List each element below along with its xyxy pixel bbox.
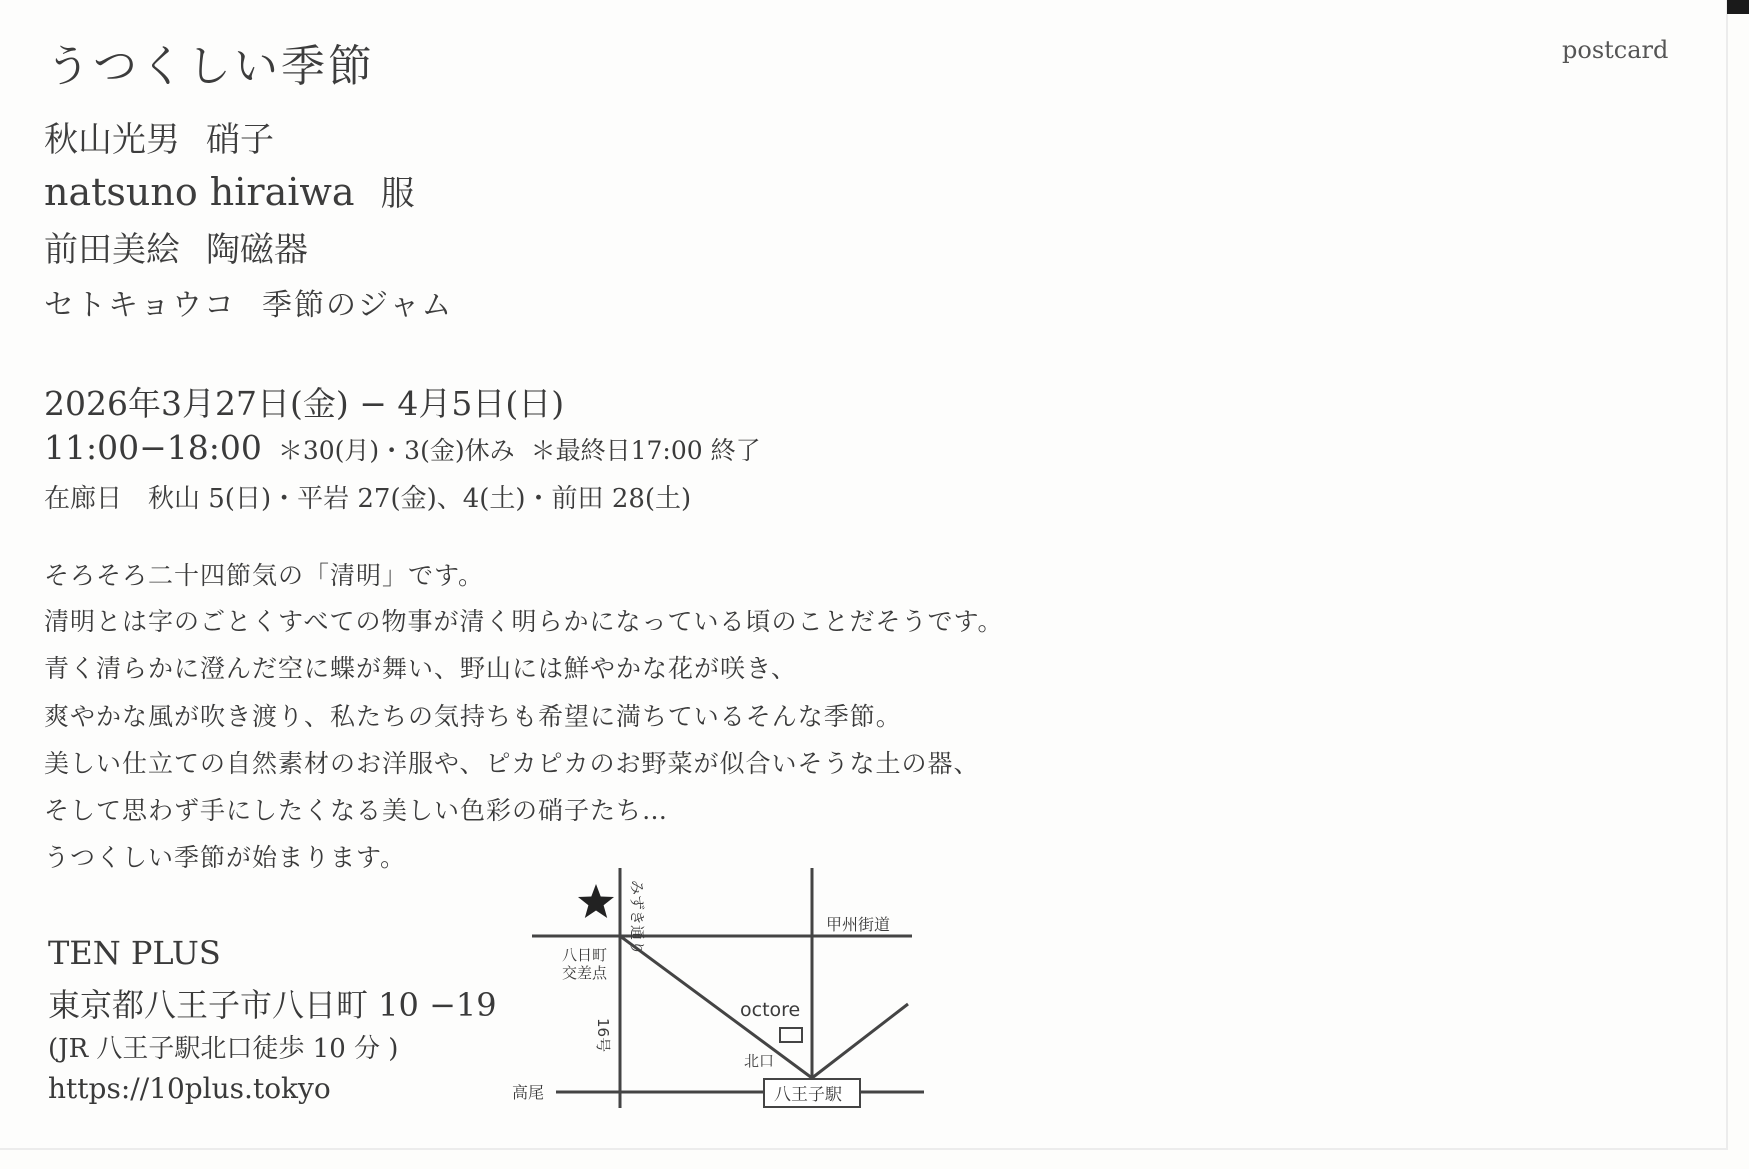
artist-name: 前田美絵: [44, 230, 180, 270]
artist-medium: 陶磁器: [206, 230, 308, 270]
artist-medium: 季節のジャム: [262, 288, 454, 323]
artist-name: セトキョウコ: [44, 288, 236, 323]
venue-access: (JR 八王子駅北口徒歩 10 分 ): [48, 1034, 399, 1064]
message-line: 爽やかな風が吹き渡り、私たちの気持ちも希望に満ちているそんな季節。: [44, 702, 902, 731]
scan-edge: [1727, 0, 1749, 14]
artist-name: 秋山光男: [44, 120, 180, 160]
map-label-intersection-2: 交差点: [562, 964, 608, 982]
message-line: 青く清らかに澄んだ空に蝶が舞い、野山には鮮やかな花が咲き、: [44, 654, 798, 683]
venue-name: TEN PLUS: [48, 934, 221, 972]
map-label-takao: 高尾: [512, 1083, 545, 1102]
artist-medium: 硝子: [206, 120, 274, 160]
message-line: 清明とは字のごとくすべての物事が清く明らかになっている頃のことだそうです。: [44, 607, 1004, 636]
artist-line-4: [44, 280, 453, 324]
map-label-route16: 16号: [594, 1018, 612, 1053]
venue-address: 東京都八王子市八日町 10 −19: [48, 986, 497, 1024]
map-label-mizuki: みずき通り: [628, 880, 646, 956]
map-label-octore: octore: [740, 999, 801, 1021]
exhibition-dates: 2026年3月27日(金) − 4月5日(日): [44, 384, 565, 423]
message-line: そろそろ二十四節気の「清明」です。: [44, 561, 485, 590]
artist-presence-days: 在廊日 秋山 5(日)・平岩 27(金)、4(土)・前田 28(土): [44, 484, 692, 514]
map-label-intersection-1: 八日町: [562, 946, 608, 964]
map-label-north-exit: 北口: [744, 1052, 775, 1070]
artist-line-3: [44, 222, 308, 271]
last-day-note: ＊最終日17:00 終了: [530, 436, 761, 465]
octore-shop-box: [780, 1028, 802, 1042]
message-line: 美しい仕立ての自然素材のお洋服や、ピカピカのお野菜が似合いそうな土の器、: [44, 749, 980, 778]
diagonal-road-east: [812, 1004, 908, 1078]
opening-hours: [44, 428, 761, 467]
venue-url-link[interactable]: https://10plus.tokyo: [48, 1072, 331, 1105]
closed-days-note: ＊30(月)・3(金)休み: [277, 436, 515, 465]
hours: 11:00−18:00: [44, 428, 262, 467]
message-line: そして思わず手にしたくなる美しい色彩の硝子たち…: [44, 796, 669, 825]
artist-line-1: [44, 112, 274, 161]
artist-line-2: [44, 166, 415, 215]
access-map: [500, 840, 940, 1120]
artist-name: natsuno hiraiwa: [44, 170, 355, 214]
star-icon: [578, 884, 614, 918]
map-label-station: 八王子駅: [774, 1085, 842, 1105]
map-label-koshu: 甲州街道: [826, 915, 891, 934]
postcard-label: postcard: [1562, 36, 1669, 64]
exhibition-title: うつくしい季節: [46, 41, 375, 92]
artist-medium: 服: [380, 174, 415, 214]
message-line: うつくしい季節が始まります。: [44, 843, 407, 872]
